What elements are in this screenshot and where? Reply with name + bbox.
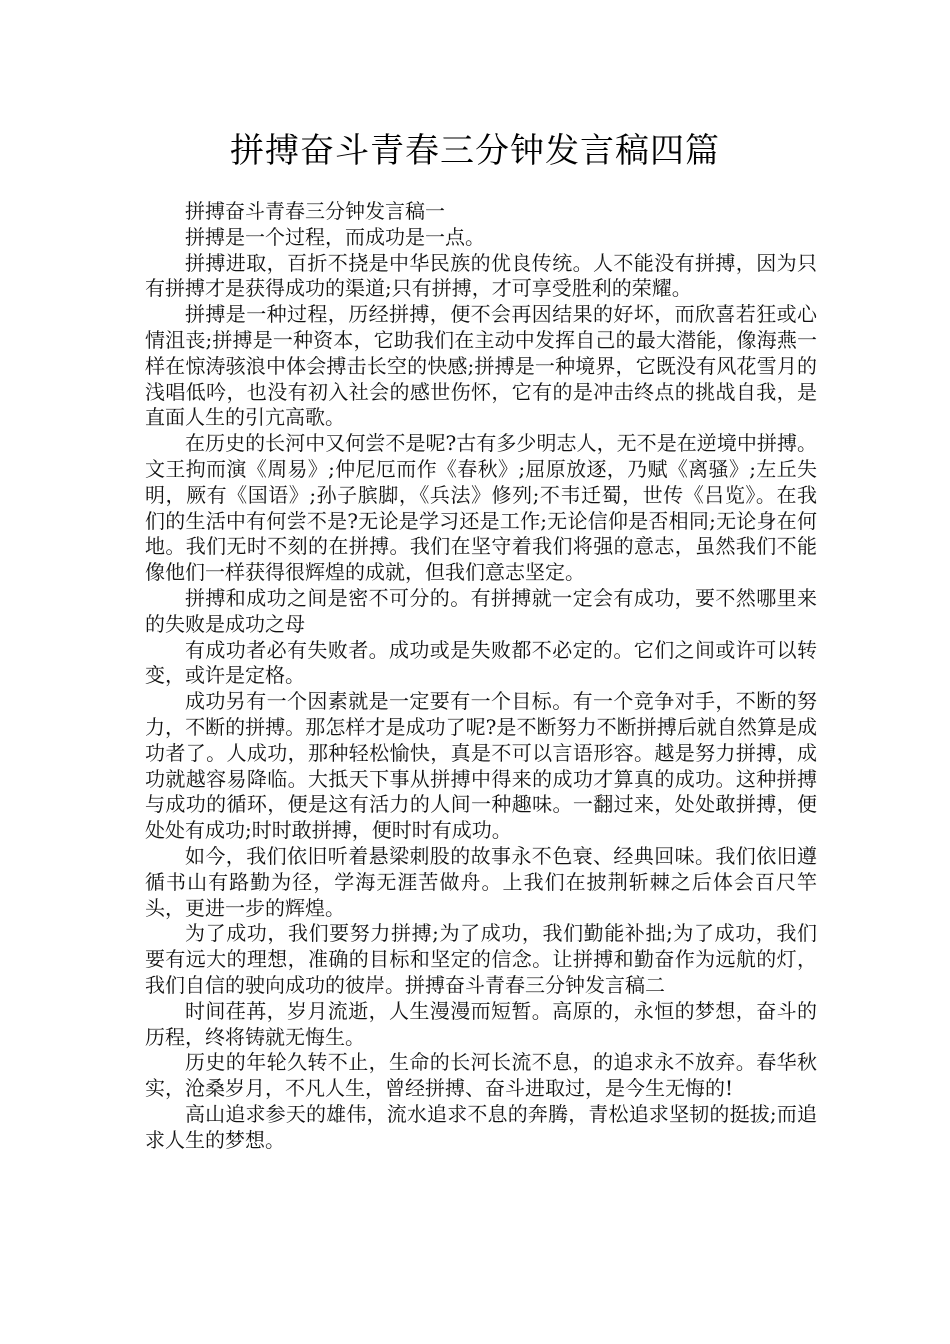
paragraph: 在历史的长河中又何尝不是呢?古有多少明志人，无不是在逆境中拼搏。文王拘而演《周易》;仲尼厄而作《春秋》;屈原放逐，乃赋《离骚》;左丘失明，厥有《国语》;孙子膑脚，《兵法》修列;不韦迁蜀，世传《吕览》。在我们的生活中有何尝不是?无论是学习还是工作;无论信仰是否相同;无论身在何地。我们无时不刻的在拼搏。我们在坚守着我们将强的意志，虽然我们不能像他们一样获得很辉煌的成就，但我们意志坚定。: [145, 431, 817, 585]
paragraph: 拼搏进取，百折不挠是中华民族的优良传统。人不能没有拼搏，因为只有拼搏才是获得成功的渠道;只有拼搏，才可享受胜利的荣耀。: [145, 250, 817, 301]
paragraph: 拼搏是一种过程，历经拼搏，便不会再因结果的好坏，而欣喜若狂或心情沮丧;拼搏是一种资本，它助我们在主动中发挥自己的最大潜能，像海燕一样在惊涛骇浪中体会搏击长空的快感;拼搏是一种境界，它既没有风花雪月的浅唱低吟，也没有初入社会的感世伤怀，它有的是冲击终点的挑战自我，是直面人生的引亢高歌。: [145, 302, 817, 430]
paragraph: 时间荏苒，岁月流逝，人生漫漫而短暂。高原的，永恒的梦想，奋斗的历程，终将铸就无悔生。: [145, 998, 817, 1049]
document-title: 拼搏奋斗青春三分钟发言稿四篇: [230, 131, 720, 171]
paragraph: 高山追求参天的雄伟，流水追求不息的奔腾，青松追求坚韧的挺拔;而追求人生的梦想。: [145, 1101, 817, 1152]
document-body: [145, 199, 817, 1153]
paragraph: 历史的年轮久转不止，生命的长河长流不息，的追求永不放弃。春华秋实，沧桑岁月，不凡人生，曾经拼搏、奋斗进取过，是今生无悔的!: [145, 1050, 817, 1101]
paragraph-speech-one-heading: 拼搏奋斗青春三分钟发言稿一: [185, 199, 445, 223]
paragraph: 为了成功，我们要努力拼搏;为了成功，我们勤能补拙;为了成功，我们要有远大的理想，准确的目标和坚定的信念。让拼搏和勤奋作为远航的灯，我们自信的驶向成功的彼岸。拼搏奋斗青春三分钟发言稿二: [145, 921, 817, 997]
paragraph: 成功另有一个因素就是一定要有一个目标。有一个竞争对手，不断的努力，不断的拼搏。那怎样才是成功了呢?是不断努力不断拼搏后就自然算是成功者了。人成功，那种轻松愉快，真是不可以言语形容。越是努力拼搏，成功就越容易降临。大抵天下事从拼搏中得来的成功才算真的成功。这种拼搏与成功的循环，便是这有活力的人间一种趣味。一翻过来，处处敢拼搏，便处处有成功;时时敢拼搏，便时时有成功。: [145, 689, 817, 843]
paragraph: 拼搏和成功之间是密不可分的。有拼搏就一定会有成功，要不然哪里来的失败是成功之母: [145, 585, 817, 636]
paragraph: 如今，我们依旧听着悬梁刺股的故事永不色衰、经典回味。我们依旧遵循书山有路勤为径，学海无涯苦做舟。上我们在披荆斩棘之后体会百尺竿头，更进一步的辉煌。: [145, 843, 817, 920]
paragraph: 有成功者必有失败者。成功或是失败都不必定的。它们之间或许可以转变，或许是定格。: [145, 637, 817, 688]
paragraph: 拼搏是一个过程，而成功是一点。: [185, 224, 485, 249]
